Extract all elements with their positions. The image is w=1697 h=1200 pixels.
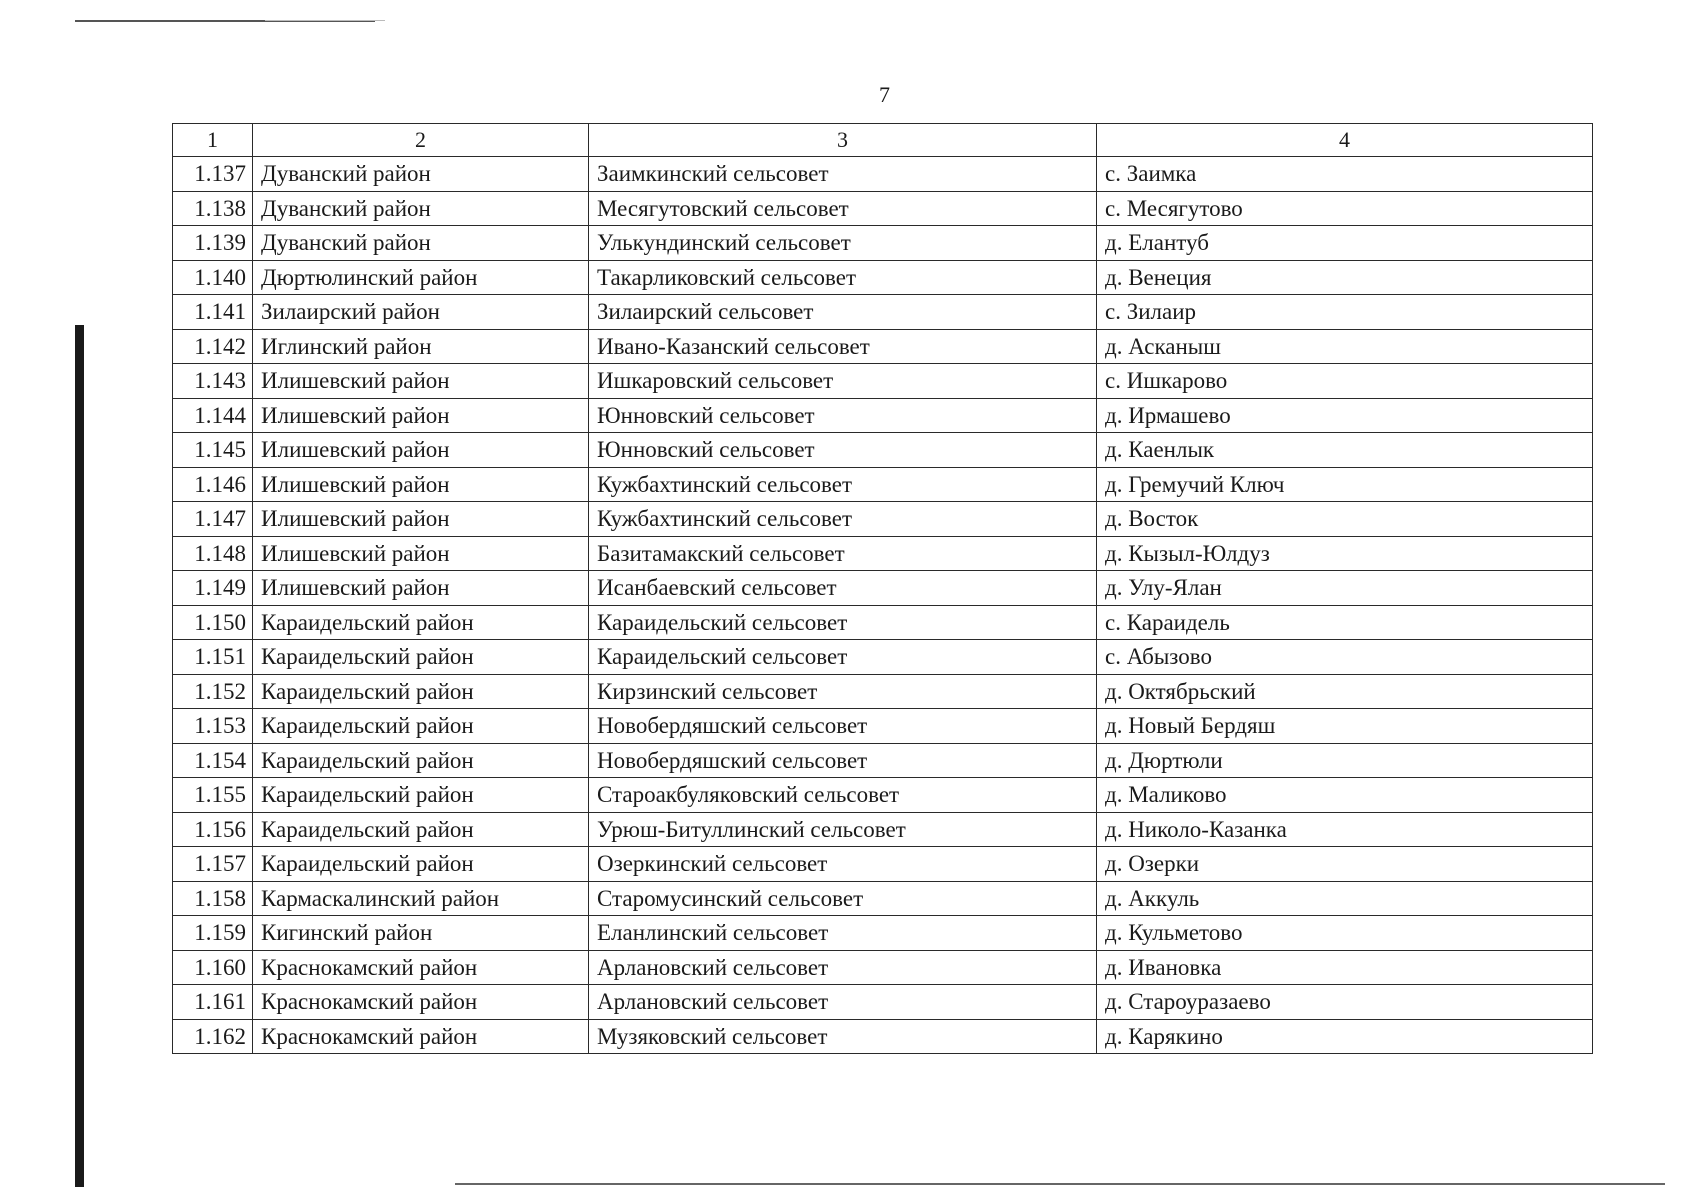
district-cell: Караидельский район	[253, 640, 589, 675]
row-number-cell: 1.155	[173, 778, 253, 813]
row-number-cell: 1.150	[173, 605, 253, 640]
council-cell: Ивано-Казанский сельсовет	[589, 329, 1097, 364]
settlement-cell: д. Аккуль	[1097, 881, 1593, 916]
settlement-cell: д. Дюртюли	[1097, 743, 1593, 778]
council-cell: Зилаирский сельсовет	[589, 295, 1097, 330]
district-cell: Дюртюлинский район	[253, 260, 589, 295]
table-row	[173, 1019, 1593, 1054]
column-header: 4	[1097, 124, 1593, 157]
table-row	[173, 743, 1593, 778]
row-number-cell: 1.158	[173, 881, 253, 916]
table-row	[173, 467, 1593, 502]
council-cell: Заимкинский сельсовет	[589, 157, 1097, 192]
council-cell: Месягутовский сельсовет	[589, 191, 1097, 226]
row-number-cell: 1.149	[173, 571, 253, 606]
council-cell: Ишкаровский сельсовет	[589, 364, 1097, 399]
council-cell: Арлановский сельсовет	[589, 950, 1097, 985]
council-cell: Новобердяшский сельсовет	[589, 709, 1097, 744]
table-row	[173, 295, 1593, 330]
settlement-cell: д. Кызыл-Юлдуз	[1097, 536, 1593, 571]
table-row	[173, 226, 1593, 261]
row-number-cell: 1.146	[173, 467, 253, 502]
district-cell: Дуванский район	[253, 191, 589, 226]
scan-artifact-top-line-faint	[265, 20, 385, 21]
council-cell: Кужбахтинский сельсовет	[589, 502, 1097, 537]
table-row	[173, 812, 1593, 847]
council-cell: Новобердяшский сельсовет	[589, 743, 1097, 778]
district-cell: Караидельский район	[253, 743, 589, 778]
council-cell: Юнновский сельсовет	[589, 398, 1097, 433]
column-header: 2	[253, 124, 589, 157]
council-cell: Урюш-Битуллинский сельсовет	[589, 812, 1097, 847]
settlement-cell: д. Ивановка	[1097, 950, 1593, 985]
settlement-cell: д. Новый Бердяш	[1097, 709, 1593, 744]
settlement-cell: с. Ишкарово	[1097, 364, 1593, 399]
settlement-cell: с. Караидель	[1097, 605, 1593, 640]
table-row	[173, 260, 1593, 295]
settlement-cell: д. Восток	[1097, 502, 1593, 537]
row-number-cell: 1.154	[173, 743, 253, 778]
settlement-cell: д. Карякино	[1097, 1019, 1593, 1054]
settlement-cell: д. Николо-Казанка	[1097, 812, 1593, 847]
district-cell: Кигинский район	[253, 916, 589, 951]
district-cell: Илишевский район	[253, 364, 589, 399]
table-row	[173, 157, 1593, 192]
settlement-cell: д. Венеция	[1097, 260, 1593, 295]
table-row	[173, 778, 1593, 813]
council-cell: Старомусинский сельсовет	[589, 881, 1097, 916]
district-cell: Илишевский район	[253, 571, 589, 606]
row-number-cell: 1.157	[173, 847, 253, 882]
table-row	[173, 502, 1593, 537]
table-row	[173, 398, 1593, 433]
scan-artifact-left-bar	[75, 325, 84, 1187]
row-number-cell: 1.144	[173, 398, 253, 433]
row-number-cell: 1.152	[173, 674, 253, 709]
settlement-cell: с. Абызово	[1097, 640, 1593, 675]
council-cell: Караидельский сельсовет	[589, 640, 1097, 675]
district-cell: Илишевский район	[253, 433, 589, 468]
council-cell: Арлановский сельсовет	[589, 985, 1097, 1020]
settlement-cell: д. Староуразаево	[1097, 985, 1593, 1020]
column-header: 1	[173, 124, 253, 157]
settlement-cell: с. Зилаир	[1097, 295, 1593, 330]
council-cell: Озеркинский сельсовет	[589, 847, 1097, 882]
settlement-cell: д. Маликово	[1097, 778, 1593, 813]
scan-artifact-bottom-line	[455, 1183, 1665, 1185]
settlement-cell: д. Улу-Ялан	[1097, 571, 1593, 606]
row-number-cell: 1.147	[173, 502, 253, 537]
district-cell: Иглинский район	[253, 329, 589, 364]
district-cell: Кармаскалинский район	[253, 881, 589, 916]
table-row	[173, 881, 1593, 916]
table-row	[173, 847, 1593, 882]
district-cell: Караидельский район	[253, 847, 589, 882]
row-number-cell: 1.160	[173, 950, 253, 985]
council-cell: Кирзинский сельсовет	[589, 674, 1097, 709]
row-number-cell: 1.138	[173, 191, 253, 226]
row-number-cell: 1.148	[173, 536, 253, 571]
table-row	[173, 674, 1593, 709]
district-cell: Краснокамский район	[253, 1019, 589, 1054]
row-number-cell: 1.151	[173, 640, 253, 675]
district-cell: Дуванский район	[253, 226, 589, 261]
settlement-cell: д. Озерки	[1097, 847, 1593, 882]
row-number-cell: 1.156	[173, 812, 253, 847]
table-row	[173, 433, 1593, 468]
settlement-cell: д. Гремучий Ключ	[1097, 467, 1593, 502]
table-body	[173, 124, 1593, 1054]
settlement-cell: д. Октябрьский	[1097, 674, 1593, 709]
council-cell: Такарликовский сельсовет	[589, 260, 1097, 295]
table-row	[173, 916, 1593, 951]
district-cell: Караидельский район	[253, 709, 589, 744]
row-number-cell: 1.145	[173, 433, 253, 468]
settlement-cell: с. Месягутово	[1097, 191, 1593, 226]
settlement-cell: д. Елантуб	[1097, 226, 1593, 261]
district-cell: Караидельский район	[253, 674, 589, 709]
council-cell: Кужбахтинский сельсовет	[589, 467, 1097, 502]
district-cell: Илишевский район	[253, 502, 589, 537]
district-cell: Караидельский район	[253, 605, 589, 640]
settlement-cell: д. Ирмашево	[1097, 398, 1593, 433]
row-number-cell: 1.159	[173, 916, 253, 951]
page-number: 7	[879, 82, 890, 107]
district-cell: Илишевский район	[253, 398, 589, 433]
council-cell: Староакбуляковский сельсовет	[589, 778, 1097, 813]
row-number-cell: 1.140	[173, 260, 253, 295]
district-cell: Краснокамский район	[253, 950, 589, 985]
table-row	[173, 950, 1593, 985]
district-cell: Дуванский район	[253, 157, 589, 192]
row-number-cell: 1.162	[173, 1019, 253, 1054]
column-header: 3	[589, 124, 1097, 157]
table-row	[173, 364, 1593, 399]
district-cell: Караидельский район	[253, 812, 589, 847]
table-row	[173, 985, 1593, 1020]
council-cell: Караидельский сельсовет	[589, 605, 1097, 640]
table-row	[173, 709, 1593, 744]
council-cell: Базитамакский сельсовет	[589, 536, 1097, 571]
row-number-cell: 1.161	[173, 985, 253, 1020]
settlement-cell: д. Асканыш	[1097, 329, 1593, 364]
row-number-cell: 1.139	[173, 226, 253, 261]
district-cell: Караидельский район	[253, 778, 589, 813]
table-row	[173, 329, 1593, 364]
district-cell: Краснокамский район	[253, 985, 589, 1020]
row-number-cell: 1.143	[173, 364, 253, 399]
settlement-cell: с. Заимка	[1097, 157, 1593, 192]
table-row	[173, 640, 1593, 675]
table-header-row	[173, 124, 1593, 157]
council-cell: Еланлинский сельсовет	[589, 916, 1097, 951]
district-cell: Илишевский район	[253, 467, 589, 502]
settlement-cell: д. Кульметово	[1097, 916, 1593, 951]
row-number-cell: 1.142	[173, 329, 253, 364]
council-cell: Музяковский сельсовет	[589, 1019, 1097, 1054]
settlement-cell: д. Каенлык	[1097, 433, 1593, 468]
council-cell: Юнновский сельсовет	[589, 433, 1097, 468]
settlements-table	[172, 123, 1593, 1054]
council-cell: Улькундинский сельсовет	[589, 226, 1097, 261]
table-row	[173, 191, 1593, 226]
district-cell: Зилаирский район	[253, 295, 589, 330]
council-cell: Исанбаевский сельсовет	[589, 571, 1097, 606]
table-row	[173, 571, 1593, 606]
table-row	[173, 605, 1593, 640]
table-row	[173, 536, 1593, 571]
row-number-cell: 1.141	[173, 295, 253, 330]
row-number-cell: 1.137	[173, 157, 253, 192]
row-number-cell: 1.153	[173, 709, 253, 744]
district-cell: Илишевский район	[253, 536, 589, 571]
